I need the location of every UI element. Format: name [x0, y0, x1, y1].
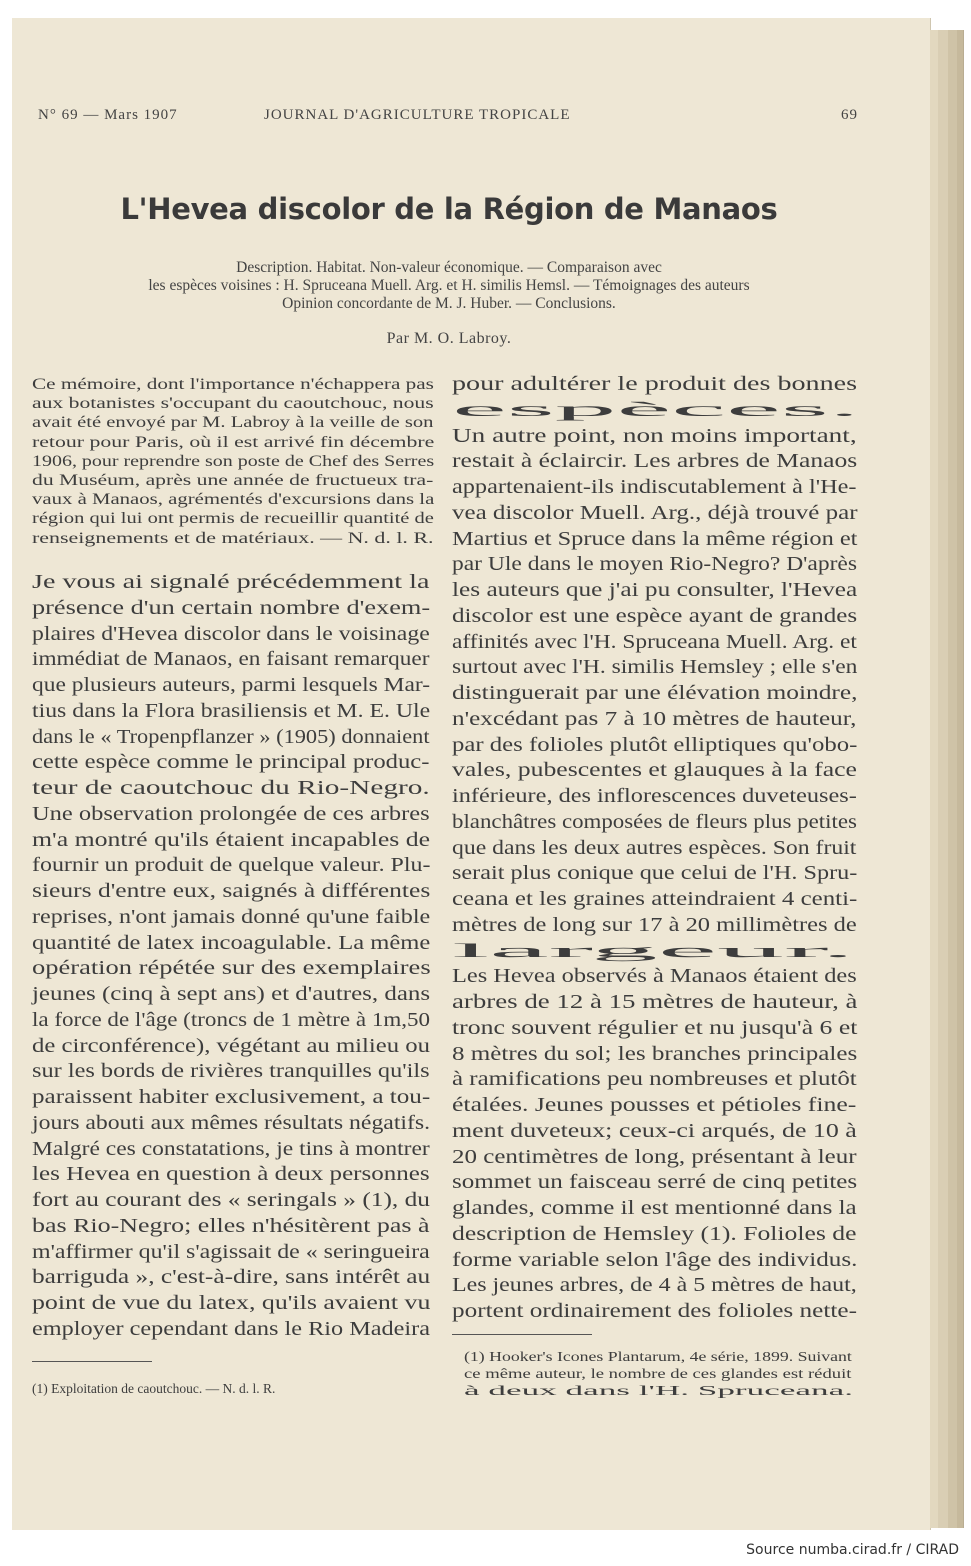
text-line: à deux dans l'H. Spruceana. [464, 1383, 854, 1398]
text-line: présence d'un certain nombre d'exem- [32, 597, 431, 619]
text-line: Une observation prolongée de ces arbres [32, 803, 430, 825]
text-line: sommet un faisceau serré de cinq petites [452, 1172, 858, 1194]
text-line: jours abouti aux mêmes résultats négatifs. [32, 1112, 431, 1134]
text-line: la force de l'âge (troncs de 1 mètre à 1m,50 [32, 1009, 431, 1031]
text-line: mètres de long sur 17 à 20 millimètres de [452, 914, 857, 936]
text-line: les Hevea en question à deux personnes [32, 1164, 430, 1186]
text-line: 1906, pour reprendre son poste de Chef des Serres [32, 452, 435, 470]
text-line: dans le « Tropenpflanzer » (1905) donnaient [32, 726, 430, 748]
text-line: blanchâtres composées de fleurs plus petites [452, 811, 857, 833]
text-line: largeur. [452, 940, 855, 962]
page-number: 69 [841, 107, 858, 123]
text-line: 8 mètres du sol; les branches principales [452, 1043, 858, 1065]
text-line: appartenaient-ils indiscutablement à l'He- [452, 477, 857, 498]
page-edge [957, 30, 964, 1528]
text-line: bas Rio-Negro; elles n'hésitèrent pas à [32, 1215, 430, 1237]
text-line: du Muséum, après une année de fructueux tra- [32, 472, 434, 489]
text-line: Je vous ai signalé précédemment la [32, 572, 430, 593]
text-line: que dans les deux autres espèces. Son fruit [452, 837, 857, 859]
text-line: affinités avec l'H. Spruceana Muell. Arg. et [452, 631, 857, 653]
text-line: opération répétée sur des exemplaires [32, 958, 431, 980]
text-line: retour pour Paris, où il est arrivé fin décembre [32, 433, 435, 451]
footnote-rule [32, 1361, 152, 1362]
text-line: région qui lui ont permis de recueillir quantité de [32, 510, 434, 528]
text-line: aux botanistes s'occupant du caoutchouc, nous [32, 395, 434, 413]
source-credit: Source numba.cirad.fr / CIRAD [746, 1542, 959, 1558]
text-line: portent ordinairement des folioles nette- [452, 1301, 857, 1322]
text-line: vales, pubescentes et glauques à la face [452, 760, 857, 782]
text-line: vaux à Manaos, agrémentés d'excursions dans la [32, 491, 435, 509]
text-line: pour adultérer le produit des bonnes [452, 374, 858, 395]
subtitle-line: Description. Habitat. Non-valeur économique. — Comparaison avec [236, 259, 662, 276]
text-line: Malgré ces constatations, je tins à montrer [32, 1138, 430, 1160]
text-line: serait plus conique que celui de l'H. Spru- [452, 863, 858, 885]
text-line: de circonférence), végétant au milieu ou [32, 1035, 431, 1057]
text-line: quantité de latex incoagulable. La même [32, 932, 431, 954]
text-line: ce même auteur, le nombre de ces glandes est réduit [464, 1366, 852, 1381]
text-line: étalées. Jeunes pousses et pétioles fine- [452, 1095, 857, 1116]
text-line: discolor est une espèce ayant de grandes [452, 605, 858, 627]
text-line: surtout avec l'H. similis Hemsley ; elle s'en [452, 657, 858, 679]
text-line: fournir un produit de quelque valeur. Plu- [32, 855, 431, 877]
footnote-rule [452, 1334, 592, 1335]
text-line: jeunes (cinq à sept ans) et d'autres, dans [32, 984, 431, 1005]
text-line: renseignements et de matériaux. — N. d. l. R. [32, 529, 434, 547]
text-line: espèces. [452, 399, 860, 421]
text-line: immédiat de Manaos, en faisant remarquer [32, 649, 430, 671]
text-line: description de Hemsley (1). Folioles de [452, 1223, 857, 1245]
text-line: sieurs d'entre eux, saignés à différentes [32, 881, 431, 902]
footnote-left: (1) Exploitation de caoutchouc. — N. d. l. R. [32, 1381, 276, 1396]
text-line: Les Hevea observés à Manaos étaient des [452, 966, 857, 988]
text-line: m'a montré qu'ils étaient incapables de [32, 829, 431, 851]
text-line: point de vue du latex, qu'ils avaient vu [32, 1293, 431, 1314]
text-line: ceana et les graines atteindraient 4 centi- [452, 889, 858, 910]
text-line: Les jeunes arbres, de 4 à 5 mètres de haut, [452, 1275, 857, 1297]
text-line: 20 centimètres de long, présentant à leur [452, 1146, 857, 1168]
text-line: que plusieurs auteurs, parmi lesquels Mar- [32, 675, 431, 696]
issue-label: N° 69 — Mars 1907 [38, 107, 178, 123]
text-line: glandes, comme il est mentionné dans la [452, 1198, 857, 1219]
text-line: m'affirmer qu'il s'agissait de « seringueira [32, 1241, 430, 1263]
text-line: Martius et Spruce dans la même région et [452, 528, 858, 550]
text-line: barriguda », c'est-à-dire, sans intérêt au [32, 1267, 431, 1289]
text-line: teur de caoutchouc du Rio-Negro. [32, 778, 430, 799]
text-line: paraissent habiter exclusivement, a tou- [32, 1087, 431, 1108]
text-line: (1) Hooker's Icones Plantarum, 4e série, 1899. Suivant [464, 1349, 852, 1364]
text-line: par Ule dans le moyen Rio-Negro? D'après [452, 554, 858, 576]
text-line: par des folioles plutôt elliptiques qu'obo- [452, 734, 858, 756]
text-line: forme variable selon l'âge des individus. [452, 1249, 858, 1271]
text-line: cette espèce comme le principal produc- [32, 752, 430, 774]
text-line: fort au courant des « seringals » (1), du [32, 1190, 430, 1211]
text-line: inférieure, des inflorescences duveteuses- [452, 786, 857, 807]
running-header [38, 107, 858, 131]
text-line: sur les bords de rivières tranquilles qu'ils [32, 1061, 430, 1083]
journal-name: JOURNAL D'AGRICULTURE TROPICALE [264, 107, 571, 123]
subtitle-line: Opinion concordante de M. J. Huber. — Conclusions. [282, 295, 616, 312]
text-line: tius dans la Flora brasiliensis et M. E. Ule [32, 700, 431, 722]
text-line: plaires d'Hevea discolor dans le voisinage [32, 623, 430, 645]
text-line: avait été envoyé par M. Labroy à la veille de son [32, 414, 434, 432]
text-line: vea discolor Muell. Arg., déjà trouvé par [452, 502, 858, 524]
text-line: Ce mémoire, dont l'importance n'échappera pas [32, 376, 434, 393]
text-line: n'excédant pas 7 à 10 mètres de hauteur, [452, 708, 857, 730]
text-line: Un autre point, non moins important, [452, 425, 857, 447]
text-line: à ramifications peu nombreuses et plutôt [452, 1069, 857, 1091]
text-line: les auteurs que j'ai pu consulter, l'Hevea [452, 580, 858, 601]
text-line: restait à éclaircir. Les arbres de Manaos [452, 451, 858, 473]
article-title: L'Hevea discolor de la Région de Manaos [120, 192, 778, 226]
text-line: arbres de 12 à 15 mètres de hauteur, à [452, 992, 858, 1013]
text-line: tronc souvent régulier et nu jusqu'à 6 et [452, 1017, 858, 1039]
text-line: employer cependant dans le Rio Madeira [32, 1318, 431, 1340]
byline: Par M. O. Labroy. [386, 330, 512, 347]
text-line: distinguerait par une élévation moindre, [452, 683, 858, 704]
subtitle-line: les espèces voisines : H. Spruceana Muell. Arg. et H. similis Hemsl. — Témoignages des auteurs [148, 277, 750, 294]
text-line: reprises, n'ont jamais donné qu'une faible [32, 906, 431, 928]
text-line: ment duveteux; ceux-ci arqués, de 10 à [452, 1120, 857, 1142]
